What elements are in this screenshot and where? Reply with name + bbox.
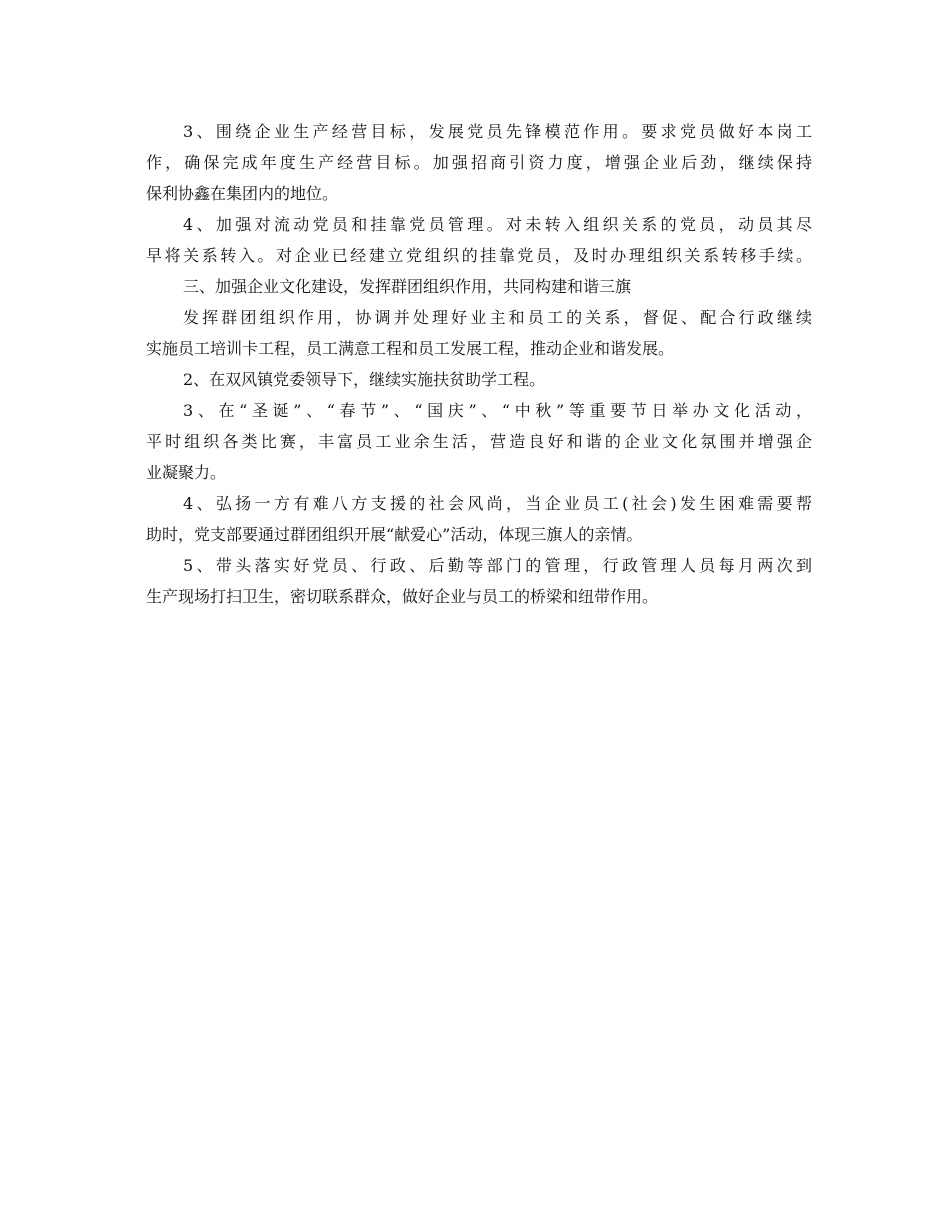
document-body: [146, 116, 812, 612]
section-heading: 三、加强企业文化建设，发挥群团组织作用，共同构建和谐三旗: [183, 277, 632, 296]
paragraph-line: 助时，党支部要通过群团组织开展“献爱心”活动，体现三旗人的亲情。: [146, 525, 643, 544]
paragraph-line: 3、在“圣诞”、“春节”、“国庆”、“中秋”等重要节日举办文化活动，: [183, 401, 812, 420]
paragraph-line: 发挥群团组织作用，协调并处理好业主和员工的关系，督促、配合行政继续: [183, 308, 812, 327]
paragraph-line: 3、围绕企业生产经营目标，发展党员先锋模范作用。要求党员做好本岗工: [183, 122, 812, 141]
paragraph-line: 实施员工培训卡工程，员工满意工程和员工发展工程，推动企业和谐发展。: [146, 339, 675, 358]
paragraph-line: 5、带头落实好党员、行政、后勤等部门的管理，行政管理人员每月两次到: [183, 556, 812, 575]
paragraph-line: 生产现场打扫卫生，密切联系群众，做好企业与员工的桥梁和纽带作用。: [146, 587, 659, 606]
paragraph-line: 早将关系转入。对企业已经建立党组织的挂靠党员，及时办理组织关系转移手续。: [146, 246, 812, 265]
paragraph-line: 作，确保完成年度生产经营目标。加强招商引资力度，增强企业后劲，继续保持: [146, 153, 812, 172]
paragraph-line: 4、弘扬一方有难八方支援的社会风尚，当企业员工(社会)发生困难需要帮: [183, 494, 812, 513]
paragraph-line: 4、加强对流动党员和挂靠党员管理。对未转入组织关系的党员，动员其尽: [183, 215, 812, 234]
paragraph-line: 业凝聚力。: [146, 463, 227, 482]
paragraph-line: 保利协鑫在集团内的地位。: [146, 184, 339, 203]
paragraph-line: 平时组织各类比赛，丰富员工业余生活，营造良好和谐的企业文化氛围并增强企: [146, 432, 812, 451]
paragraph-line: 2、在双风镇党委领导下，继续实施扶贫助学工程。: [183, 370, 546, 389]
